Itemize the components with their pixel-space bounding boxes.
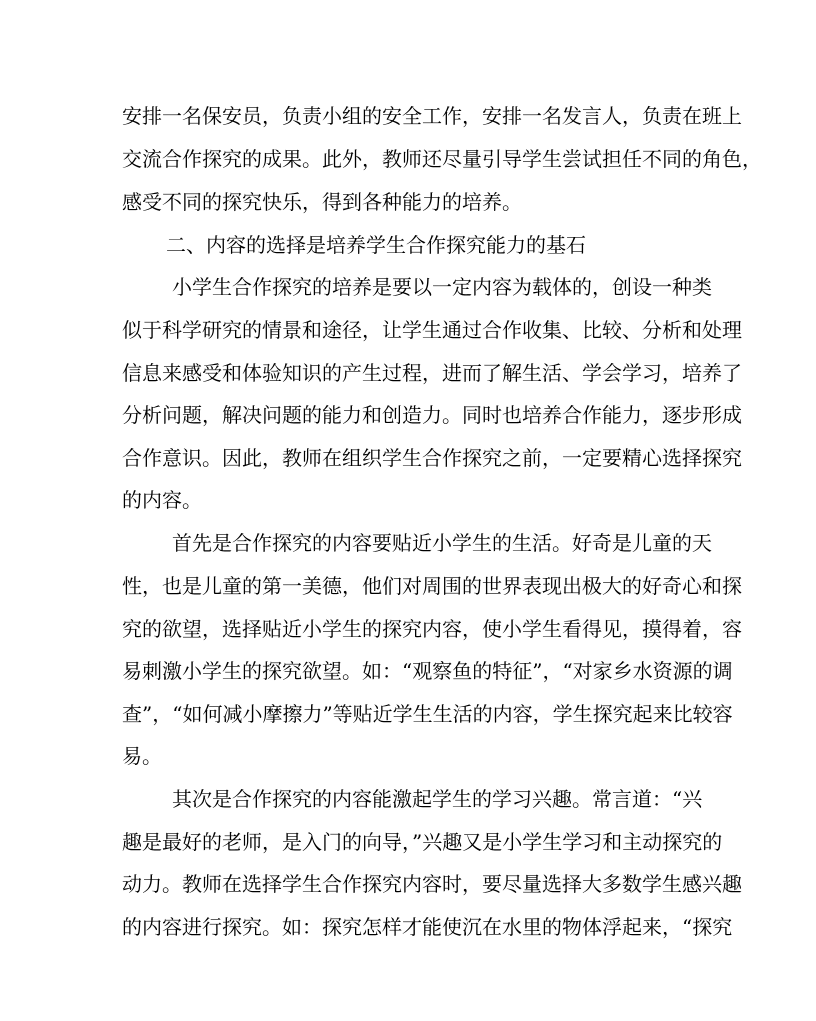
paragraph-2-line-4: 分析问题，解决问题的能力和创造力。同时也培养合作能力，逐步形成 [122,403,742,427]
paragraph-2-line-2: 似于科学研究的情景和途径，让学生通过合作收集、比较、分析和处理 [122,318,742,342]
paragraph-3-line-3: 究的欲望，选择贴近小学生的探究内容，使小学生看得见，摸得着，容 [122,617,742,641]
paragraph-3-line-6: 易。 [122,744,162,768]
section-heading: 二、内容的选择是培养学生合作探究能力的基石 [166,233,586,257]
paragraph-1-line-1: 安排一名保安员，负责小组的安全工作，安排一名发言人，负责在班上 [122,104,742,128]
paragraph-4-line-3: 动力。教师在选择学生合作探究内容时，要尽量选择大多数学生感兴趣 [122,872,742,896]
paragraph-2-line-6: 的内容。 [122,488,202,512]
paragraph-1-line-3: 感受不同的探究快乐，得到各种能力的培养。 [122,190,522,214]
paragraph-2-line-5: 合作意识。因此，教师在组织学生合作探究之前，一定要精心选择探究 [122,446,742,470]
paragraph-1-line-2: 交流合作探究的成果。此外，教师还尽量引导学生尝试担任不同的角色， [122,147,762,171]
paragraph-3-line-4: 易刺激小学生的探究欲望。如：“观察鱼的特征”，“对家乡水资源的调 [122,659,733,683]
paragraph-2-line-1: 小学生合作探究的培养是要以一定内容为载体的，创设一种类 [172,275,712,299]
paragraph-3-line-2: 性，也是儿童的第一美德，他们对周围的世界表现出极大的好奇心和探 [122,574,742,598]
paragraph-2-line-3: 信息来感受和体验知识的产生过程，进而了解生活、学会学习，培养了 [122,361,742,385]
paragraph-4-line-4: 的内容进行探究。如：探究怎样才能使沉在水里的物体浮起来，“探究 [122,915,733,939]
paragraph-3-line-5: 查”，“如何减小摩擦力”等贴近学生生活的内容，学生探究起来比较容 [122,702,733,726]
paragraph-4-line-1: 其次是合作探究的内容能激起学生的学习兴趣。常言道：“兴 [172,787,703,811]
paragraph-3-line-1: 首先是合作探究的内容要贴近小学生的生活。好奇是儿童的天 [172,531,712,555]
paragraph-4-line-2: 趣是最好的老师，是入门的向导，”兴趣又是小学生学习和主动探究的 [122,830,723,854]
